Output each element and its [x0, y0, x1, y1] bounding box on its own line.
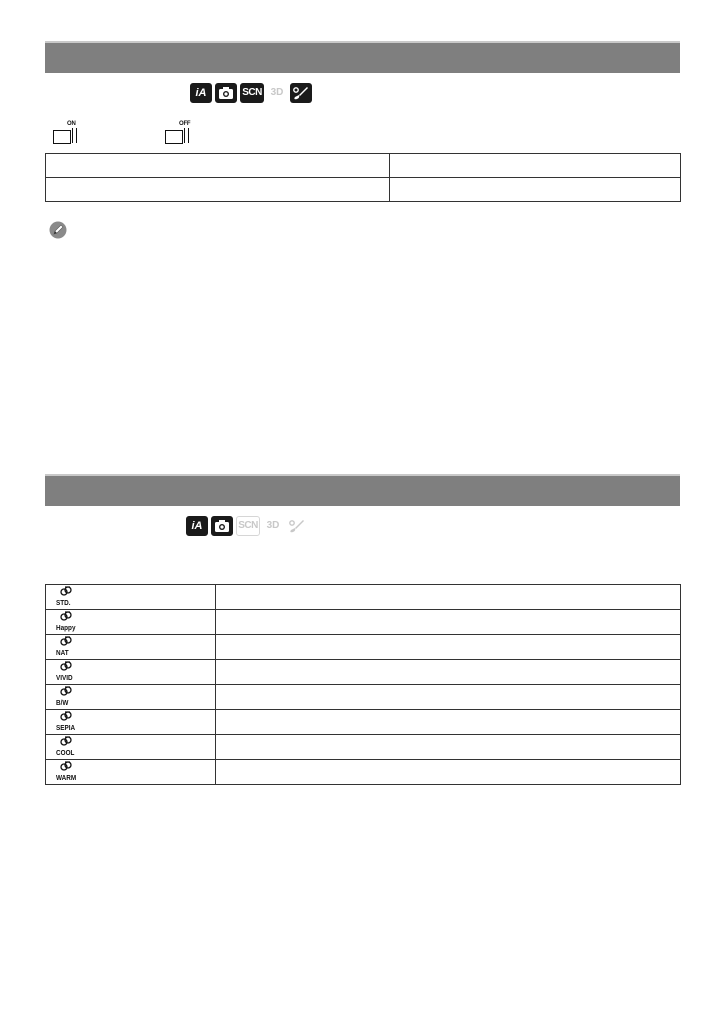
creative-brush-icon — [286, 516, 308, 536]
camera-icon — [211, 516, 233, 536]
table-row — [46, 635, 681, 660]
note-pencil-icon — [49, 221, 67, 239]
effect-label: Happy — [56, 623, 76, 632]
table-row — [46, 760, 681, 785]
photo-effects-table — [45, 584, 681, 785]
burst-off-tag: OFF — [179, 121, 191, 127]
applicable-modes-2 — [186, 515, 308, 537]
burst-on-tag: ON — [67, 121, 76, 127]
table-row — [46, 710, 681, 735]
effect-label: B/W — [56, 698, 69, 707]
effect-natural-icon — [56, 636, 96, 658]
effect-vivid-icon — [56, 661, 96, 683]
table-row — [46, 685, 681, 710]
effect-warm-icon — [56, 761, 96, 783]
intelligent-auto-icon: iA — [190, 83, 212, 103]
effect-label: WARM — [56, 773, 77, 782]
3d-icon: 3D — [266, 520, 280, 531]
3d-icon: 3D — [270, 87, 284, 98]
table-row — [46, 660, 681, 685]
applicable-modes-1 — [190, 82, 312, 104]
camera-icon — [215, 83, 237, 103]
settings-table-1 — [45, 153, 681, 202]
burst-on-icon — [51, 121, 81, 146]
scene-icon: SCN — [240, 83, 264, 103]
effect-label: SEPIA — [56, 723, 76, 732]
effect-bw-icon — [56, 686, 96, 708]
section-header-bar-2 — [45, 474, 680, 506]
creative-brush-icon — [290, 83, 312, 103]
table-row — [46, 154, 681, 178]
section-header-bar-1 — [45, 41, 680, 73]
effect-label: VIVID — [56, 673, 73, 682]
burst-off-icon — [163, 121, 193, 146]
scene-icon: SCN — [236, 516, 260, 536]
effect-label: COOL — [56, 748, 75, 757]
table-row — [46, 178, 681, 202]
table-row — [46, 735, 681, 760]
effect-sepia-icon — [56, 711, 96, 733]
effect-label: NAT — [56, 648, 69, 657]
effect-standard-icon — [56, 586, 96, 608]
effect-happy-icon — [56, 611, 96, 633]
table-row — [46, 610, 681, 635]
effect-label: STD. — [56, 598, 71, 607]
intelligent-auto-icon: iA — [186, 516, 208, 536]
table-row — [46, 585, 681, 610]
effect-cool-icon — [56, 736, 96, 758]
